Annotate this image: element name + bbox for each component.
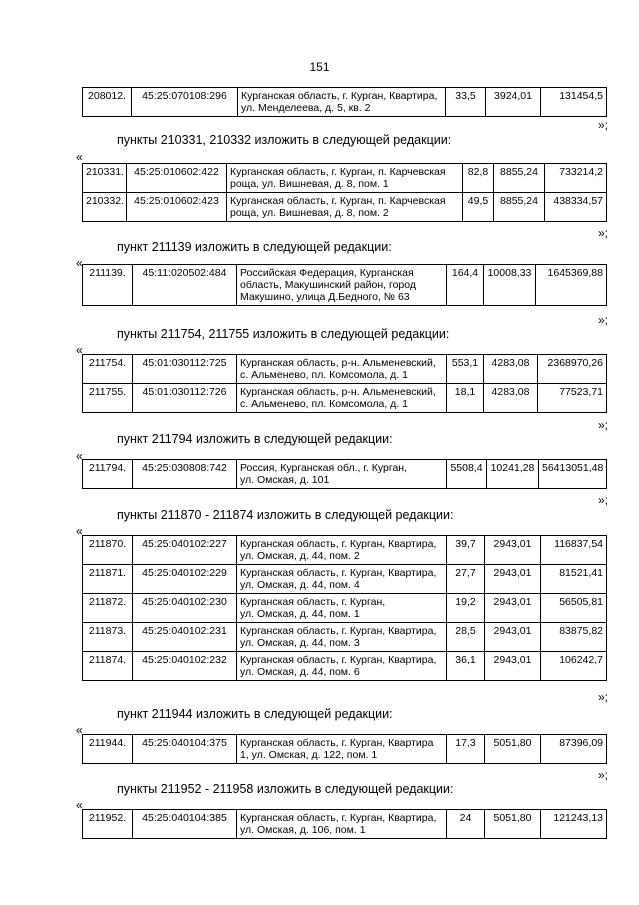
table-row <box>83 460 607 489</box>
address <box>237 265 447 306</box>
total-value: 56413051,48 <box>539 460 607 489</box>
row-number: 211873. <box>83 623 133 652</box>
unit-price: 2943,01 <box>485 652 541 681</box>
address <box>227 193 463 222</box>
address-line: ул. Омская, д. 44, пом. 1 <box>240 608 360 620</box>
row-number: 211754. <box>83 355 133 384</box>
address <box>237 565 447 594</box>
address-line: ул. Омская, д. 101 <box>240 474 330 486</box>
row-number: 210332. <box>83 193 127 222</box>
address-line: Макушино, улица Д.Бедного, № 63 <box>240 291 410 303</box>
cadastral-number: 45:25:040102:227 <box>133 536 237 565</box>
table-210331-210332 <box>82 163 607 222</box>
opening-quote: « <box>76 343 83 357</box>
address-line: Курганская область, р-н. Альменевский, <box>240 386 436 398</box>
address-line: роща, ул. Вишневая, д. 8, пом. 2 <box>230 207 389 219</box>
total-value: 56505,81 <box>541 594 607 623</box>
cadastral-number: 45:01:030112:725 <box>133 355 237 384</box>
unit-price: 2943,01 <box>485 565 541 594</box>
area: 82,8 <box>463 164 494 193</box>
cadastral-number: 45:11:020502:484 <box>133 265 237 306</box>
address-line: Курганская область, г. Курган, Квартира, <box>240 538 437 550</box>
total-value: 2368970,26 <box>538 355 607 384</box>
closing-quote: »; <box>597 690 608 704</box>
opening-quote: « <box>76 449 83 463</box>
cadastral-number: 45:25:040102:229 <box>133 565 237 594</box>
total-value: 1645369,88 <box>536 265 607 306</box>
table-row <box>83 735 607 764</box>
row-number: 211944. <box>83 735 133 764</box>
address-line: Курганская область, г. Курган, п. Карчевская <box>230 166 446 178</box>
table-row <box>83 355 607 384</box>
opening-quote: « <box>76 256 83 270</box>
table-211754-211755 <box>82 354 607 413</box>
table-row <box>83 164 607 193</box>
section-heading: пункты 210331, 210332 изложить в следующей редакции: <box>117 133 452 147</box>
address-line: с. Альменево, пл. Комсомола, д. 1 <box>240 369 408 381</box>
closing-quote: »; <box>597 118 608 132</box>
address-line: Курганская область, р-н. Альменевский, <box>240 357 436 369</box>
unit-price: 3924,01 <box>486 88 541 117</box>
cadastral-number: 45:25:070108:296 <box>132 88 238 117</box>
row-number: 211871. <box>83 565 133 594</box>
address-line: Курганская область, г. Курган, Квартира, <box>240 812 437 824</box>
address-line: область, Макушинский район, город <box>240 279 416 291</box>
closing-quote: »; <box>597 768 608 782</box>
address-line: 1, ул. Омская, д. 122, пом. 1 <box>240 749 378 761</box>
area: 39,7 <box>447 536 485 565</box>
table-row <box>83 594 607 623</box>
section-heading: пункты 211870 - 211874 изложить в следующей редакции: <box>117 508 454 522</box>
unit-price: 2943,01 <box>485 536 541 565</box>
unit-price: 5051,80 <box>485 735 541 764</box>
area: 27,7 <box>447 565 485 594</box>
table-row <box>83 88 607 117</box>
closing-quote: »; <box>597 226 608 240</box>
closing-quote: »; <box>597 313 608 327</box>
address-line: Курганская область, г. Курган, Квартира <box>240 737 434 749</box>
total-value: 81521,41 <box>541 565 607 594</box>
section-heading: пункт 211944 изложить в следующей редакции: <box>117 707 393 721</box>
closing-quote: »; <box>597 418 608 432</box>
address-line: Курганская область, г. Курган, Квартира, <box>240 625 437 637</box>
address <box>237 594 447 623</box>
area: 18,1 <box>447 384 484 413</box>
unit-price: 2943,01 <box>485 623 541 652</box>
section-heading: пункты 211754, 211755 изложить в следующей редакции: <box>117 327 450 341</box>
total-value: 733214,2 <box>545 164 607 193</box>
area: 5508,4 <box>447 460 487 489</box>
cadastral-number: 45:25:040102:230 <box>133 594 237 623</box>
address-line: Российская Федерация, Курганская <box>240 267 414 279</box>
address <box>237 735 447 764</box>
total-value: 83875,82 <box>541 623 607 652</box>
address-line: ул. Омская, д. 44, пом. 3 <box>240 637 360 649</box>
table-row <box>83 193 607 222</box>
unit-price: 10241,28 <box>487 460 539 489</box>
address-line: Курганская область, г. Курган, п. Карчевская <box>230 195 446 207</box>
unit-price: 10008,33 <box>484 265 536 306</box>
table-211944 <box>82 734 607 764</box>
table-211139 <box>82 264 607 306</box>
cadastral-number: 45:25:030808:742 <box>133 460 237 489</box>
cadastral-number: 45:25:040102:232 <box>133 652 237 681</box>
address <box>237 460 447 489</box>
address-line: Курганская область, г. Курган, Квартира, <box>241 90 438 102</box>
table-row <box>83 810 607 839</box>
row-number: 211755. <box>83 384 133 413</box>
table-row <box>83 652 607 681</box>
opening-quote: « <box>76 798 83 812</box>
row-number: 208012. <box>83 88 132 117</box>
row-number: 211872. <box>83 594 133 623</box>
table-row <box>83 536 607 565</box>
total-value: 77523,71 <box>538 384 607 413</box>
unit-price: 2943,01 <box>485 594 541 623</box>
opening-quote: « <box>76 723 83 737</box>
address <box>237 355 447 384</box>
address-line: Курганская область, г. Курган, Квартира, <box>240 567 437 579</box>
area: 553,1 <box>447 355 484 384</box>
closing-quote: »; <box>597 493 608 507</box>
area: 28,5 <box>447 623 485 652</box>
table-208012 <box>82 87 607 117</box>
table-row <box>83 265 607 306</box>
row-number: 211870. <box>83 536 133 565</box>
address <box>237 810 447 839</box>
unit-price: 8855,24 <box>494 193 545 222</box>
address-line: Курганская область, г. Курган, <box>240 596 386 608</box>
total-value: 116837,54 <box>541 536 607 565</box>
table-row <box>83 623 607 652</box>
page-number: 151 <box>309 60 330 74</box>
area: 49,5 <box>463 193 494 222</box>
opening-quote: « <box>76 150 83 164</box>
row-number: 211794. <box>83 460 133 489</box>
row-number: 211874. <box>83 652 133 681</box>
address-line: Россия, Курганская обл., г. Курган, <box>240 462 407 474</box>
row-number: 211139. <box>83 265 133 306</box>
address-line: Курганская область, г. Курган, Квартира, <box>240 654 437 666</box>
address-line: ул. Омская, д. 44, пом. 6 <box>240 666 360 678</box>
section-heading: пункт 211794 изложить в следующей редакции: <box>117 432 393 446</box>
area: 19,2 <box>447 594 485 623</box>
unit-price: 4283,08 <box>484 384 538 413</box>
opening-quote: « <box>76 524 83 538</box>
cadastral-number: 45:25:010602:422 <box>127 164 227 193</box>
cadastral-number: 45:01:030112:726 <box>133 384 237 413</box>
cadastral-number: 45:25:010602:423 <box>127 193 227 222</box>
address <box>227 164 463 193</box>
table-row <box>83 565 607 594</box>
address-line: роща, ул. Вишневая, д. 8, пом. 1 <box>230 178 389 190</box>
section-heading: пункты 211952 - 211958 изложить в следующей редакции: <box>117 782 454 796</box>
table-211794 <box>82 459 607 489</box>
unit-price: 4283,08 <box>484 355 538 384</box>
cadastral-number: 45:25:040102:231 <box>133 623 237 652</box>
address-line: ул. Омская, д. 44, пом. 4 <box>240 579 360 591</box>
address <box>237 623 447 652</box>
cadastral-number: 45:25:040104:375 <box>133 735 237 764</box>
table-row <box>83 384 607 413</box>
total-value: 438334,57 <box>545 193 607 222</box>
area: 33,5 <box>446 88 486 117</box>
address-line: с. Альменево, пл. Комсомола, д. 1 <box>240 398 408 410</box>
area: 36,1 <box>447 652 485 681</box>
address-line: ул. Менделеева, д. 5, кв. 2 <box>241 102 371 114</box>
area: 164,4 <box>447 265 484 306</box>
total-value: 106242,7 <box>541 652 607 681</box>
address <box>237 652 447 681</box>
address <box>237 384 447 413</box>
address <box>238 88 446 117</box>
unit-price: 8855,24 <box>494 164 545 193</box>
unit-price: 5051,80 <box>485 810 541 839</box>
total-value: 121243,13 <box>541 810 607 839</box>
total-value: 87396,09 <box>541 735 607 764</box>
address-line: ул. Омская, д. 106, пом. 1 <box>240 824 366 836</box>
total-value: 131454,5 <box>541 88 607 117</box>
table-211870-211874 <box>82 535 607 681</box>
area: 24 <box>447 810 485 839</box>
row-number: 211952. <box>83 810 133 839</box>
address <box>237 536 447 565</box>
table-211952 <box>82 809 607 839</box>
address-line: ул. Омская, д. 44, пом. 2 <box>240 550 360 562</box>
area: 17,3 <box>447 735 485 764</box>
row-number: 210331. <box>83 164 127 193</box>
section-heading: пункт 211139 изложить в следующей редакции: <box>117 240 392 254</box>
cadastral-number: 45:25:040104:385 <box>133 810 237 839</box>
